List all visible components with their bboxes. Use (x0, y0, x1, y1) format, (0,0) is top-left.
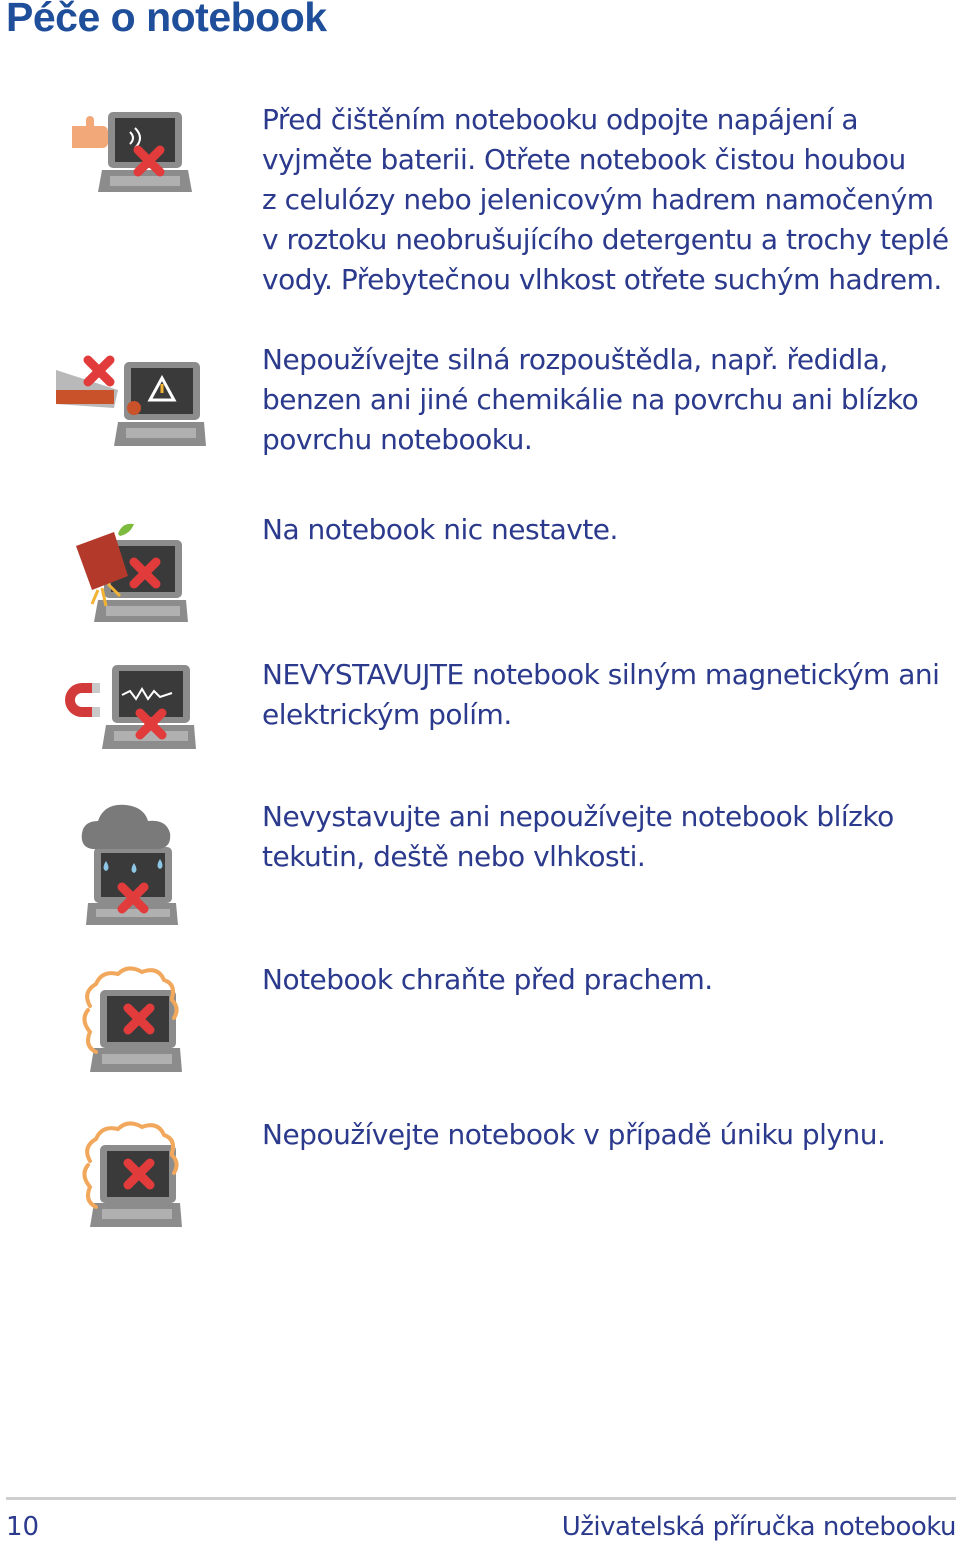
care-text-gas: Nepoužívejte notebook v případě úniku plynu. (262, 1118, 886, 1151)
care-text-liquids: Nevystavujte ani nepoužívejte notebook blízko tekutin, deště nebo vlhkosti. (262, 800, 894, 873)
page-title: Péče o notebook (6, 0, 327, 40)
page-number: 10 (6, 1512, 40, 1542)
care-text-magnetic: NEVYSTAVUJTE notebook silným magnetickým ani elektrickým polím. (262, 658, 940, 731)
care-text-no-objects: Na notebook nic nestavte. (262, 513, 618, 546)
unplug-laptop-icon (68, 106, 192, 202)
footer-manual-title: Uživatelská příručka notebooku (561, 1512, 956, 1542)
chemical-warning-laptop-icon (56, 348, 206, 458)
care-text-dust: Notebook chraňte před prachem. (262, 963, 713, 996)
care-text-chemicals: Nepoužívejte silná rozpouštědla, např. ředidla, benzen ani jiné chemikálie na povrchu ani blízko povrchu notebooku. (262, 343, 919, 456)
footer-divider (6, 1497, 956, 1500)
no-objects-on-laptop-icon (72, 518, 192, 630)
rain-laptop-icon (80, 801, 184, 929)
dust-laptop-icon (80, 966, 190, 1078)
magnet-laptop-icon (62, 661, 198, 761)
care-text-unplug: Před čištěním notebooku odpojte napájení a vyjměte baterii. Otřete notebook čistou houbou z celulózy nebo jelenicovým hadrem namočeným v roztoku neobrušujícího detergentu a trochy teplé vody. Přebytečnou vlhkost otřete suchým hadrem. (262, 103, 949, 296)
gas-leak-laptop-icon (80, 1121, 190, 1233)
